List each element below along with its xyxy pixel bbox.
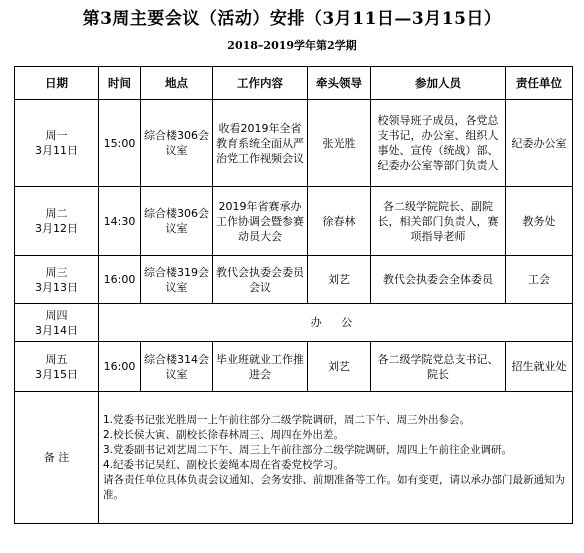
note-item: 3.党委副书记刘艺周二下午、周三上午前往部分二级学院调研，周四上午前往企业调研。 — [103, 443, 513, 456]
header-leader: 牵头领导 — [308, 67, 371, 100]
table-row — [15, 256, 573, 304]
page-title: 第3周主要会议（活动）安排（3月11日—3月15日） — [82, 9, 502, 29]
content-cell: 毕业班就业工作推进会 — [213, 342, 308, 392]
table-row — [15, 304, 573, 342]
time-cell: 16:00 — [99, 256, 141, 304]
place-cell: 综合楼306会议室 — [141, 100, 213, 187]
unit-cell: 招生就业处 — [506, 342, 573, 392]
time-cell: 15:00 — [99, 100, 141, 187]
unit-cell: 纪委办公室 — [506, 100, 573, 187]
office-merged-cell: 办 公 — [99, 304, 573, 342]
table-row — [15, 342, 573, 392]
header-place: 地点 — [141, 67, 213, 100]
content-cell: 2019年省赛承办工作协调会暨参赛动员大会 — [213, 187, 308, 256]
time-cell: 16:00 — [99, 342, 141, 392]
content-cell: 教代会执委会委员会议 — [213, 256, 308, 304]
date-cell: 周五 3月15日 — [15, 342, 99, 392]
notes-content — [99, 392, 573, 524]
note-item: 请各责任单位具体负责会议通知、会务安排、前期准备等工作。如有变更，请以承办部门最新通知为准。 — [103, 473, 565, 501]
header-attendees: 参加人员 — [371, 67, 506, 100]
header-unit: 责任单位 — [506, 67, 573, 100]
leader-cell: 刘艺 — [308, 256, 371, 304]
table-row — [15, 187, 573, 256]
table-row — [15, 100, 573, 187]
header-time: 时间 — [99, 67, 141, 100]
content-cell: 收看2019年全省教育系统全面从严治党工作视频会议 — [213, 100, 308, 187]
leader-cell: 刘艺 — [308, 342, 371, 392]
place-cell: 综合楼306会议室 — [141, 187, 213, 256]
note-item: 1.党委书记张光胜周一上午前往部分二级学院调研，周二下午、周三外出参会。 — [103, 413, 471, 426]
notes-row — [15, 392, 573, 524]
note-item: 4.纪委书记吴红、副校长姜绳本周在省委党校学习。 — [103, 458, 345, 471]
header-content: 工作内容 — [213, 67, 308, 100]
attendees-cell: 各二级学院院长、副院长，相关部门负责人，赛项指导老师 — [371, 187, 506, 256]
date-cell: 周一 3月11日 — [15, 100, 99, 187]
date-cell: 周三 3月13日 — [15, 256, 99, 304]
attendees-cell: 校领导班子成员，各党总支书记，办公室、组织人事处、宣传（统战）部、纪委办公室等部门负责人 — [371, 100, 506, 187]
time-cell: 14:30 — [99, 187, 141, 256]
unit-cell: 教务处 — [506, 187, 573, 256]
date-cell: 周二 3月12日 — [15, 187, 99, 256]
leader-cell: 徐春林 — [308, 187, 371, 256]
notes-label: 备 注 — [15, 392, 99, 524]
leader-cell: 张光胜 — [308, 100, 371, 187]
unit-cell: 工会 — [506, 256, 573, 304]
date-cell: 周四 3月14日 — [15, 304, 99, 342]
note-item: 2.校长侯大寅、副校长徐春林周三、周四在外出差。 — [103, 428, 345, 441]
schedule-table — [14, 66, 573, 524]
place-cell: 综合楼319会议室 — [141, 256, 213, 304]
attendees-cell: 教代会执委会全体委员 — [371, 256, 506, 304]
page-subtitle: 2018–2019学年第2学期 — [227, 39, 357, 52]
header-row — [15, 67, 573, 100]
place-cell: 综合楼314会议室 — [141, 342, 213, 392]
header-date: 日期 — [15, 67, 99, 100]
attendees-cell: 各二级学院党总支书记、院长 — [371, 342, 506, 392]
